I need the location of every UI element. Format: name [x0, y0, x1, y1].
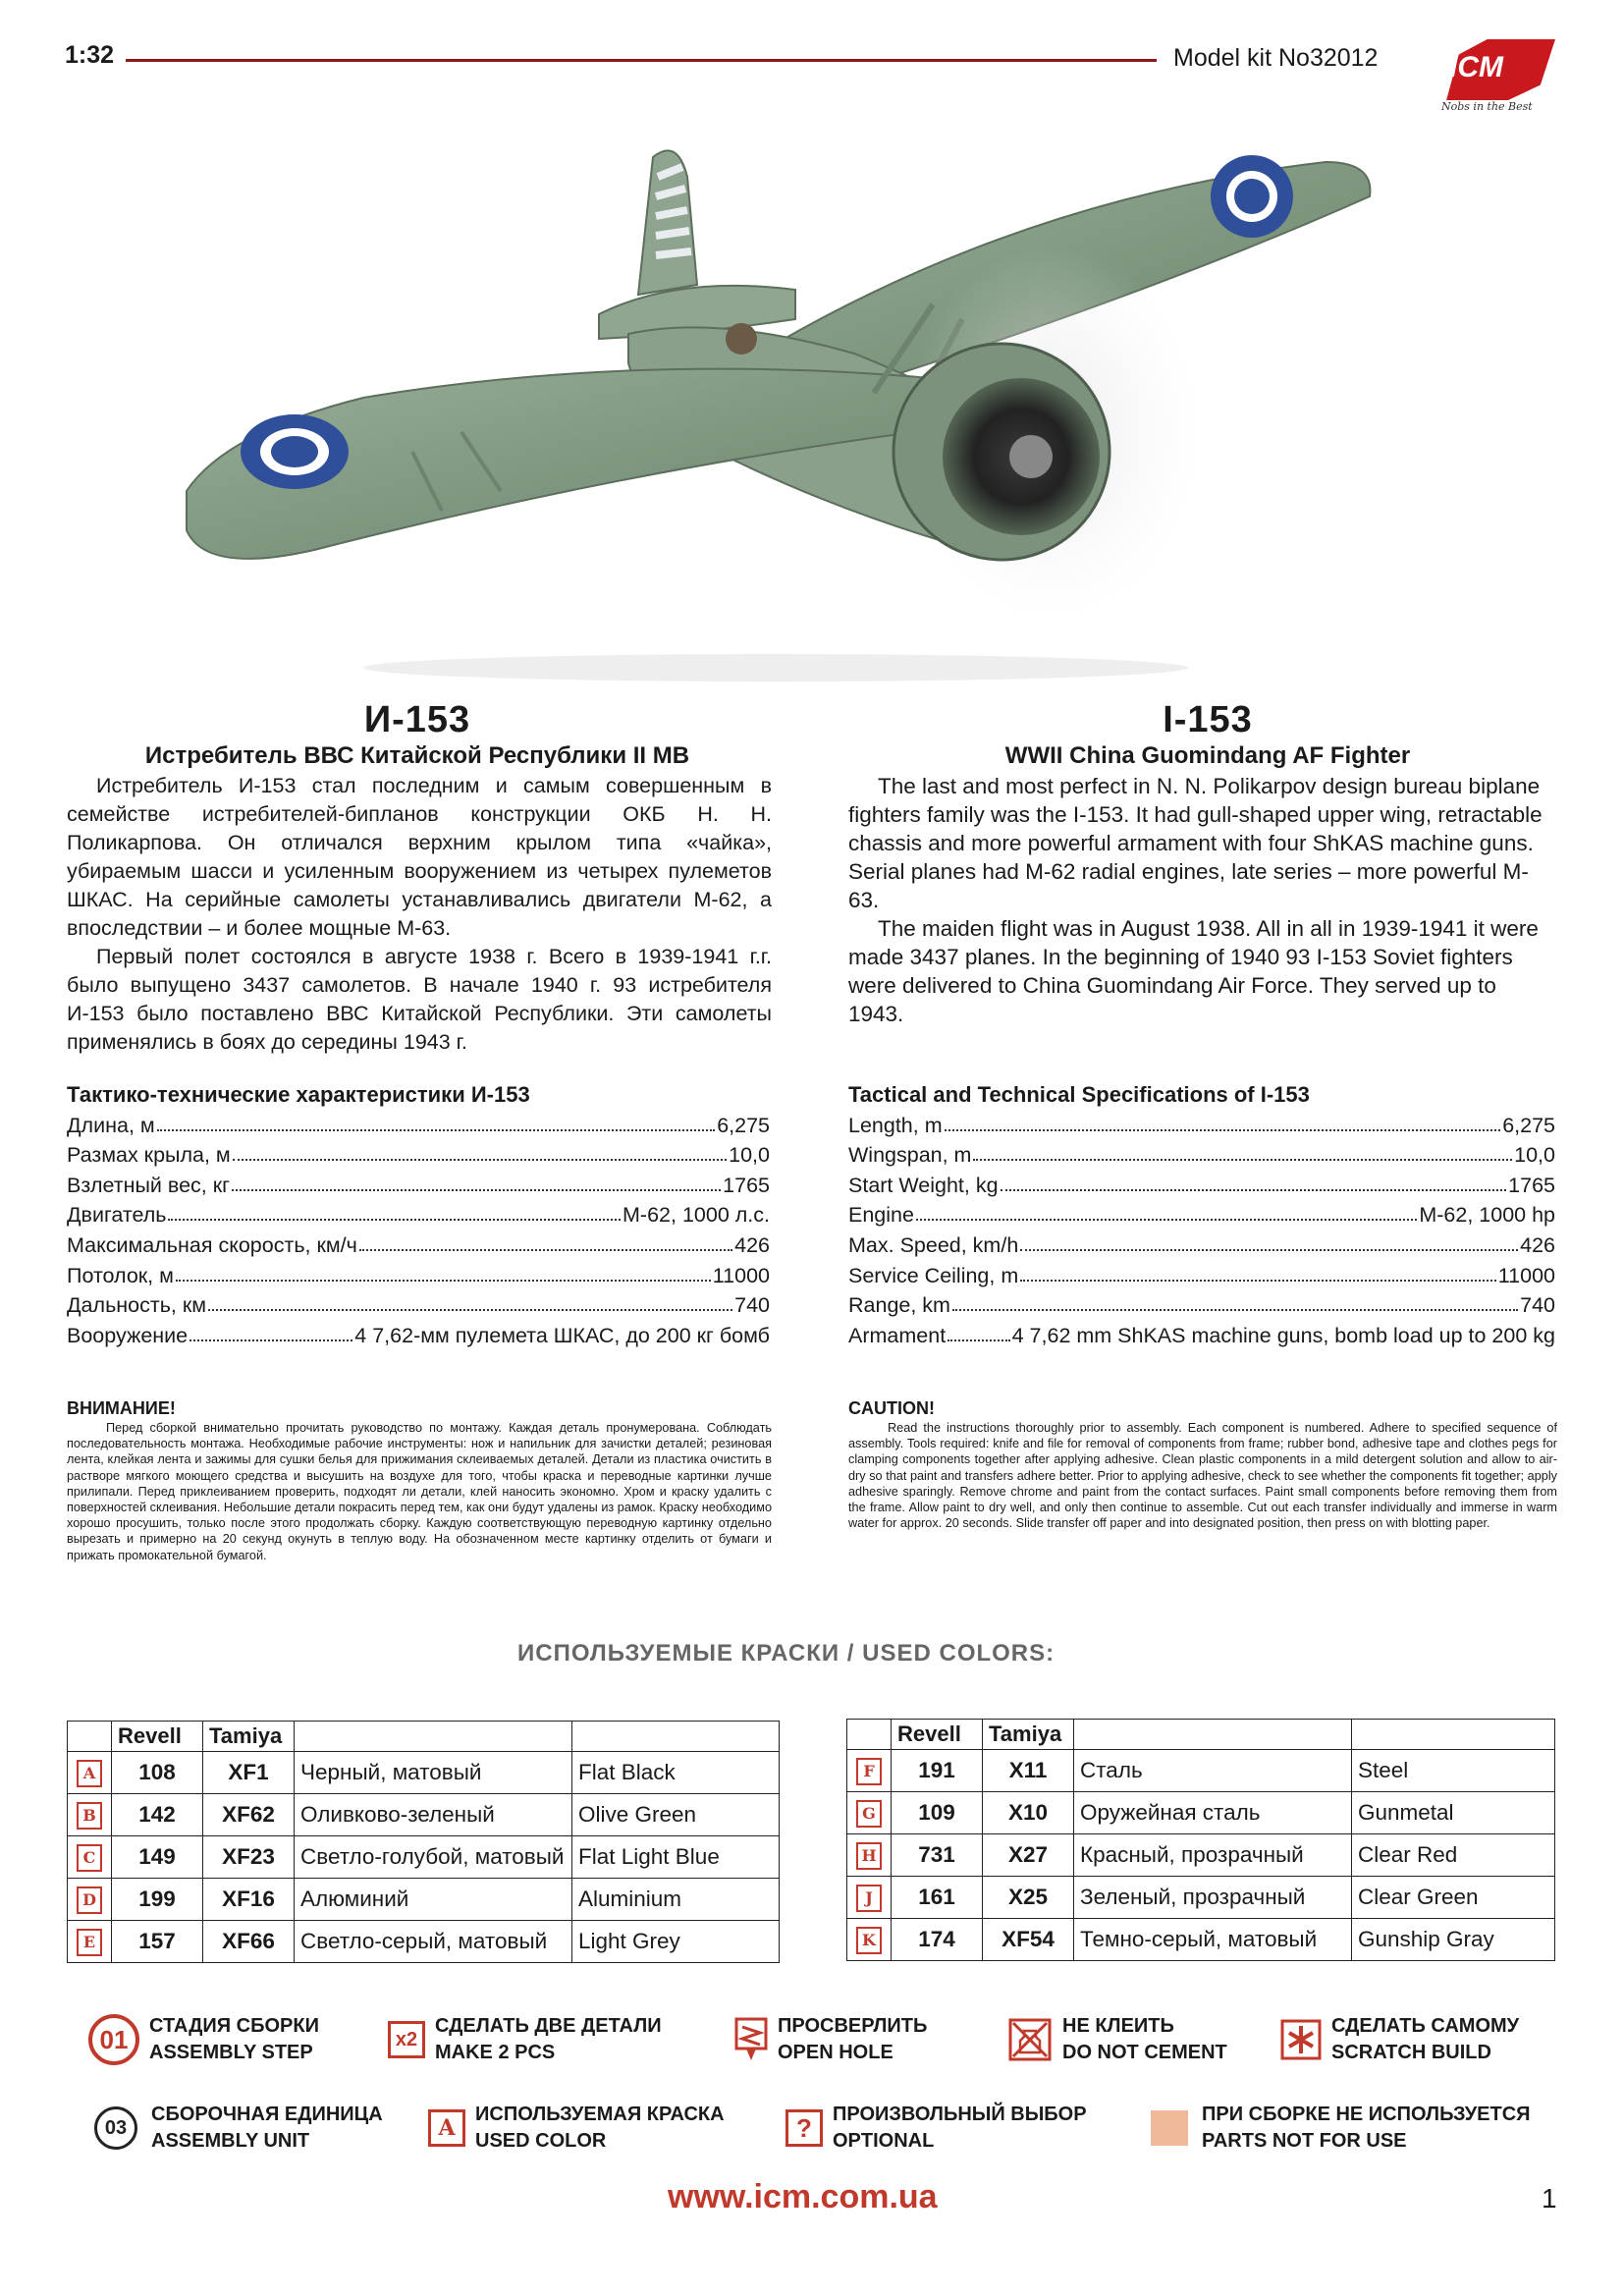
aircraft-illustration: [167, 137, 1443, 687]
color-code: C: [77, 1844, 102, 1872]
revell-code: 174: [892, 1919, 983, 1961]
spec-label: Потолок, м: [67, 1263, 174, 1287]
color-name-ru: Красный, прозрачный: [1074, 1834, 1352, 1877]
legend-label-en: OPTIONAL: [833, 2130, 935, 2152]
table-row: [847, 1792, 1555, 1834]
ru-caution-paragraph: Перед сборкой внимательно прочитать руководство по монтажу. Каждая деталь пронумерована. Соблюдать последовательность монтажа. Необходимые рабочие инструменты: нож и напильник для зачистки деталей; резиновая лента, клейкая лента и зажимы для сушки белья для прижимания склеиваемых деталей. Детали из пластика очистить в растворе мягкого моющего средства и высушить на воздухе для того, чтобы краска и переводные картинки лучше прилипали. Перед приклеиванием проверить, подходят ли детали, клей наносить экономно. Хром и краску удалить с поверхностей склеивания. Небольшие детали покрасить перед тем, как они будут удалены из рамок. Краску необходимо хорошо просушить, только после этого продолжать сборку. Каждую соответствующую переводную картинку отдельно вырезать и примерно на 20 секунд окунуть в теплую воду. На обозначенном месте картинку отделить от бумаги и прижать промокательной бумагой.: [67, 1421, 772, 1562]
tamiya-code: X11: [983, 1750, 1074, 1792]
ru-spec-row: [67, 1318, 770, 1348]
revell-code: 731: [892, 1834, 983, 1877]
spec-label: Вооружение: [67, 1323, 189, 1347]
table-row: [847, 1919, 1555, 1961]
en-description: [848, 772, 1555, 1028]
legend-label-ru: СБОРОЧНАЯ ЕДИНИЦА: [151, 2104, 383, 2125]
tamiya-code: XF23: [203, 1836, 295, 1879]
ru-subtitle: Истребитель ВВС Китайской Республики II МВ: [144, 742, 690, 769]
color-code: F: [856, 1758, 882, 1785]
kit-number: Model kit No32012: [1173, 44, 1379, 72]
spec-label: Engine: [848, 1203, 914, 1228]
spec-label: Длина, м: [67, 1113, 155, 1137]
legend-used-color: [428, 2102, 725, 2155]
color-name-en: Clear Green: [1352, 1877, 1555, 1919]
used-color-icon: A: [428, 2109, 465, 2147]
en-spec-row: [848, 1228, 1555, 1258]
assembly-unit-icon: 03: [94, 2106, 137, 2150]
legend-label-ru: ПРОСВЕРЛИТЬ: [778, 2015, 928, 2037]
spec-value: 11000: [712, 1263, 770, 1287]
scale-label: 1:32: [65, 41, 115, 69]
spec-label: Взлетный вес, кг: [67, 1173, 230, 1197]
table-header: [847, 1720, 1555, 1750]
table-row: [847, 1750, 1555, 1792]
color-name-ru: Светло-серый, матовый: [295, 1921, 572, 1963]
ru-paragraph-1: Истребитель И-153 стал последним и самым совершенным в семействе истребителей-бипланов конструкции ОКБ Н. Н. Поликарпова. Он отличался верхним крылом типа «чайка», убираемым шасси и усиленным вооружением из четырех пулеметов ШКАС. На серийные самолеты устанавливались двигатели М-62, а впоследствии – и более мощные М-63.: [67, 774, 772, 940]
make-two-icon: x2: [388, 2021, 425, 2058]
icm-logo: [1432, 39, 1555, 116]
table-row: [68, 1879, 780, 1921]
tamiya-code: XF1: [203, 1752, 295, 1794]
tamiya-code: XF54: [983, 1919, 1074, 1961]
color-name-ru: Алюминий: [295, 1879, 572, 1921]
col-tamiya: Tamiya: [983, 1720, 1074, 1750]
en-specs-list: [848, 1108, 1555, 1348]
spec-value: 1765: [723, 1173, 770, 1197]
legend-label-ru: СТАДИЯ СБОРКИ: [149, 2015, 319, 2037]
color-code: G: [856, 1800, 882, 1828]
logo-text: ICM: [1449, 51, 1503, 83]
spec-value: 4 7,62 mm ShKAS machine guns, bomb load up to 200 kg: [1011, 1323, 1555, 1347]
colors-title: ИСПОЛЬЗУЕМЫЕ КРАСКИ / USED COLORS:: [517, 1640, 1056, 1667]
spec-value: 6,275: [717, 1113, 770, 1137]
color-code: B: [77, 1802, 102, 1830]
ru-spec-row: [67, 1228, 770, 1258]
color-name-ru: Оливково-зеленый: [295, 1794, 572, 1836]
spec-label: Максимальная скорость, км/ч: [67, 1232, 357, 1257]
legend-label-ru: ПРИ СБОРКЕ НЕ ИСПОЛЬЗУЕТСЯ: [1202, 2104, 1531, 2125]
legend-not-for-use: [1151, 2102, 1531, 2155]
color-name-ru: Сталь: [1074, 1750, 1352, 1792]
legend-label-ru: ИСПОЛЬЗУЕМАЯ КРАСКА: [475, 2104, 725, 2125]
legend-label-ru: СДЕЛАТЬ САМОМУ: [1331, 2015, 1520, 2037]
color-code: E: [77, 1929, 102, 1956]
color-code: D: [77, 1886, 102, 1914]
ru-spec-row: [67, 1168, 770, 1198]
en-title: I-153: [1163, 699, 1253, 740]
ru-spec-row: [67, 1108, 770, 1138]
logo-slogan: Nobs in the Best: [1441, 100, 1533, 113]
drill-icon: [734, 2017, 768, 2062]
color-name-en: Gunship Gray: [1352, 1919, 1555, 1961]
assembly-step-icon: 01: [88, 2014, 139, 2065]
color-name-en: Flat Black: [572, 1752, 780, 1794]
legend-scratch-build: [1280, 2013, 1519, 2066]
color-name-en: Aluminium: [572, 1879, 780, 1921]
legend-label-en: ASSEMBLY STEP: [149, 2042, 313, 2063]
colors-table-left: [67, 1721, 780, 1963]
revell-code: 157: [112, 1921, 203, 1963]
en-caution-paragraph: Read the instructions thoroughly prior to assembly. Each component is numbered. Adhere to specified sequence of assembly. Tools required: knife and file for removal of components from frame; rubber bond, adhesive tape and clothes pegs for clamping components together after applying adhesive. Clean plastic components in a mild detergent solution and allow to air-dry so that paint and transfers adhere better. Prior to applying adhesive, check to see whether the components fit together; apply adhesive sparingly. Remove chrome and paint from the contact surfaces. Paint small components before removing them from the frame. Allow paint to dry well, and only then continue to assemble. Cut out each transfer individually and immerse in warm water for approx. 20 seconds. Slide transfer off paper and into designated position, then press on with blotting paper.: [848, 1421, 1557, 1531]
scratch-build-icon: [1280, 2019, 1322, 2060]
no-glue-icon: [1007, 2017, 1053, 2062]
en-spec-row: [848, 1138, 1555, 1169]
legend-label-en: OPEN HOLE: [778, 2042, 893, 2063]
color-name-ru: Светло-голубой, матовый: [295, 1836, 572, 1879]
en-spec-row: [848, 1108, 1555, 1138]
revell-code: 161: [892, 1877, 983, 1919]
website-link[interactable]: www.icm.com.ua: [668, 2178, 938, 2215]
legend-label-en: DO NOT CEMENT: [1062, 2042, 1227, 2063]
legend-open-hole: [734, 2013, 927, 2066]
table-row: [68, 1836, 780, 1879]
revell-code: 191: [892, 1750, 983, 1792]
col-revell: Revell: [112, 1722, 203, 1752]
col-tamiya: Tamiya: [203, 1722, 295, 1752]
color-code: H: [856, 1842, 882, 1870]
spec-value: 426: [1520, 1232, 1555, 1257]
color-name-en: Clear Red: [1352, 1834, 1555, 1877]
optional-icon: ?: [785, 2109, 823, 2147]
spec-value: 1765: [1508, 1173, 1555, 1197]
en-specs-title: Tactical and Technical Specifications of I-153: [848, 1082, 1310, 1107]
table-row: [68, 1794, 780, 1836]
spec-label: Length, m: [848, 1113, 943, 1137]
page-number: 1: [1542, 2183, 1557, 2214]
en-spec-row: [848, 1318, 1555, 1348]
ru-spec-row: [67, 1258, 770, 1288]
legend-label-ru: СДЕЛАТЬ ДВЕ ДЕТАЛИ: [435, 2015, 662, 2037]
spec-value: 4 7,62-мм пулемета ШКАС, до 200 кг бомб: [354, 1323, 770, 1347]
tamiya-code: XF62: [203, 1794, 295, 1836]
spec-label: Max. Speed, km/h: [848, 1232, 1019, 1257]
color-name-en: Olive Green: [572, 1794, 780, 1836]
tamiya-code: X25: [983, 1877, 1074, 1919]
en-caution-title: CAUTION!: [848, 1398, 935, 1418]
legend-label-ru: ПРОИЗВОЛЬНЫЙ ВЫБОР: [833, 2104, 1087, 2125]
legend-label-ru: НЕ КЛЕИТЬ: [1062, 2015, 1174, 2037]
spec-label: Размах крыла, м: [67, 1143, 231, 1168]
ru-description: [67, 772, 772, 1057]
en-spec-row: [848, 1198, 1555, 1229]
ru-spec-row: [67, 1198, 770, 1229]
ru-specs-title: Тактико-технические характеристики И-153: [67, 1082, 530, 1107]
legend-label-en: SCRATCH BUILD: [1331, 2042, 1491, 2063]
spec-value: M-62, 1000 hp: [1419, 1203, 1555, 1228]
spec-value: 740: [1520, 1293, 1555, 1318]
revell-code: 199: [112, 1879, 203, 1921]
en-spec-row: [848, 1168, 1555, 1198]
colors-table-right: [846, 1719, 1555, 1961]
table-header: [68, 1722, 780, 1752]
legend-label-en: MAKE 2 PCS: [435, 2042, 556, 2063]
legend-optional: [785, 2102, 1087, 2155]
color-name-en: Flat Light Blue: [572, 1836, 780, 1879]
color-name-ru: Зеленый, прозрачный: [1074, 1877, 1352, 1919]
color-name-en: Gunmetal: [1352, 1792, 1555, 1834]
en-spec-row: [848, 1258, 1555, 1288]
en-subtitle: WWII China Guomindang AF Fighter: [1004, 742, 1411, 769]
color-code: A: [77, 1760, 102, 1787]
col-revell: Revell: [892, 1720, 983, 1750]
en-paragraph-2: The maiden flight was in August 1938. All in all in 1939-1941 it were made 3437 planes. In the beginning of 1940 93 I-153 Soviet fighters were delivered to China Guomindang Air Force. They served up to 1943.: [848, 916, 1539, 1026]
ru-spec-row: [67, 1138, 770, 1169]
color-name-ru: Оружейная сталь: [1074, 1792, 1352, 1834]
ru-title: И-153: [363, 699, 471, 740]
spec-label: Range, km: [848, 1293, 950, 1318]
tamiya-code: XF16: [203, 1879, 295, 1921]
legend-label-en: ASSEMBLY UNIT: [151, 2130, 310, 2152]
legend-assembly-step: [88, 2013, 319, 2066]
en-caution-text: [848, 1420, 1557, 1531]
table-row: [847, 1877, 1555, 1919]
not-for-use-swatch: [1151, 2110, 1188, 2146]
header-rule: [126, 59, 1157, 62]
table-row: [68, 1752, 780, 1794]
revell-code: 149: [112, 1836, 203, 1879]
legend-label-en: PARTS NOT FOR USE: [1202, 2130, 1407, 2152]
spec-label: Service Ceiling, m: [848, 1263, 1019, 1287]
spec-value: 6,275: [1502, 1113, 1555, 1137]
color-code: J: [856, 1885, 882, 1912]
tamiya-code: X10: [983, 1792, 1074, 1834]
color-name-ru: Черный, матовый: [295, 1752, 572, 1794]
spec-label: Start Weight, kg: [848, 1173, 999, 1197]
spec-value: 740: [734, 1293, 770, 1318]
color-name-ru: Темно-серый, матовый: [1074, 1919, 1352, 1961]
ru-caution-title: ВНИМАНИЕ!: [67, 1398, 176, 1418]
spec-value: М-62, 1000 л.с.: [623, 1203, 770, 1228]
revell-code: 142: [112, 1794, 203, 1836]
legend-make-two: [388, 2013, 662, 2066]
en-paragraph-1: The last and most perfect in N. N. Polikarpov design bureau biplane fighters family was the I-153. It had gull-shaped upper wing, retractable chassis and more powerful armament with four ShKAS machine guns. Serial planes had M-62 radial engines, late series – more powerful M-63.: [848, 774, 1543, 912]
legend-label-en: USED COLOR: [475, 2130, 607, 2152]
color-name-en: Light Grey: [572, 1921, 780, 1963]
spec-label: Дальность, км: [67, 1293, 207, 1318]
en-spec-row: [848, 1288, 1555, 1319]
legend-assembly-unit: [94, 2102, 383, 2155]
spec-label: Armament: [848, 1323, 947, 1347]
revell-code: 108: [112, 1752, 203, 1794]
spec-value: 10,0: [729, 1143, 770, 1168]
spec-value: 10,0: [1514, 1143, 1555, 1168]
spec-label: Двигатель: [67, 1203, 167, 1228]
tamiya-code: X27: [983, 1834, 1074, 1877]
table-row: [847, 1834, 1555, 1877]
ru-paragraph-2: Первый полет состоялся в августе 1938 г. Всего в 1939-1941 г.г. было выпущено 3437 самолетов. В начале 1940 г. 93 истребителя И-153 было поставлено ВВС Китайской Республики. Эти самолеты применялись в боях до середины 1943 г.: [67, 945, 772, 1054]
spec-value: 426: [734, 1232, 770, 1257]
ru-specs-list: [67, 1108, 770, 1348]
color-code: K: [856, 1927, 882, 1954]
color-name-en: Steel: [1352, 1750, 1555, 1792]
spec-label: Wingspan, m: [848, 1143, 972, 1168]
ru-spec-row: [67, 1288, 770, 1319]
legend-no-cement: [1007, 2013, 1227, 2066]
spec-value: 11000: [1497, 1263, 1555, 1287]
ru-caution-text: [67, 1420, 772, 1563]
table-row: [68, 1921, 780, 1963]
revell-code: 109: [892, 1792, 983, 1834]
tamiya-code: XF66: [203, 1921, 295, 1963]
